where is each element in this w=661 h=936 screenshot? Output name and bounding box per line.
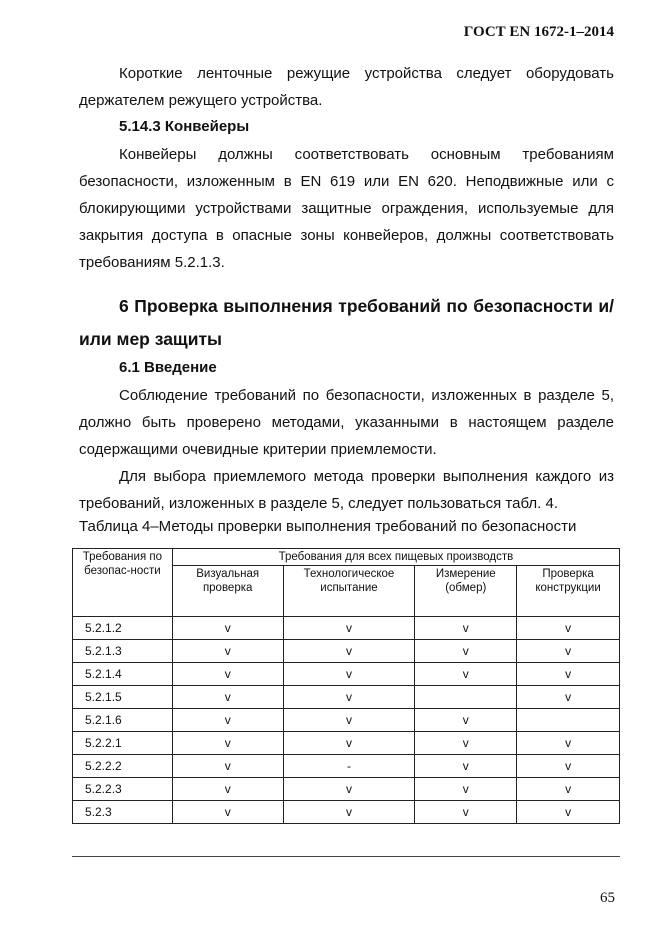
row-requirement-id: 5.2.2.3 (73, 778, 173, 801)
cell-visual: v (172, 778, 283, 801)
cell-technological-test: v (283, 709, 415, 732)
subsection-heading-5-14-3: 5.14.3 Конвейеры (119, 118, 250, 135)
cell-technological-test: v (283, 686, 415, 709)
cell-measurement: v (415, 778, 517, 801)
cell-measurement: v (415, 801, 517, 824)
cell-visual: v (172, 640, 283, 663)
table-row (73, 755, 620, 778)
table-caption: Таблица 4–Методы проверки выполнения требований по безопасности (79, 518, 577, 535)
cell-measurement (415, 686, 517, 709)
verification-methods-table (72, 548, 620, 824)
row-requirement-id: 5.2.1.4 (73, 663, 173, 686)
column-header-measurement: Измерение (обмер) (415, 566, 517, 617)
subsection-heading-6-1: 6.1 Введение (119, 359, 217, 376)
cell-visual: v (172, 755, 283, 778)
cell-construction-check: v (517, 640, 620, 663)
cell-technological-test: v (283, 778, 415, 801)
cell-visual: v (172, 663, 283, 686)
cell-measurement: v (415, 732, 517, 755)
cell-technological-test: v (283, 663, 415, 686)
column-header-technological-test: Технологическое испытание (283, 566, 415, 617)
cell-measurement: v (415, 755, 517, 778)
row-requirement-id: 5.2.1.5 (73, 686, 173, 709)
cell-technological-test: v (283, 801, 415, 824)
footer-divider (72, 856, 620, 857)
cell-measurement: v (415, 663, 517, 686)
column-header-construction-check: Проверка конструкции (517, 566, 620, 617)
cell-construction-check: v (517, 732, 620, 755)
row-requirement-id: 5.2.1.2 (73, 617, 173, 640)
cell-construction-check: v (517, 617, 620, 640)
table-row (73, 617, 620, 640)
table-row (73, 732, 620, 755)
cell-visual: v (172, 617, 283, 640)
cell-measurement: v (415, 640, 517, 663)
table-row (73, 640, 620, 663)
row-requirement-id: 5.2.1.3 (73, 640, 173, 663)
cell-construction-check: v (517, 686, 620, 709)
cell-visual: v (172, 686, 283, 709)
cell-technological-test: v (283, 617, 415, 640)
paragraph-short-band-cutters: Короткие ленточные режущие устройства следует оборудовать держателем режущего устройства. (79, 65, 614, 109)
cell-construction-check: v (517, 801, 620, 824)
cell-technological-test: - (283, 755, 415, 778)
table-row (73, 663, 620, 686)
cell-construction-check: v (517, 663, 620, 686)
cell-construction-check: v (517, 755, 620, 778)
table-row (73, 709, 620, 732)
cell-measurement: v (415, 617, 517, 640)
table-corner-header: Требования по безопас-ности (73, 549, 173, 617)
cell-measurement: v (415, 709, 517, 732)
cell-construction-check: v (517, 778, 620, 801)
row-requirement-id: 5.2.1.6 (73, 709, 173, 732)
cell-visual: v (172, 732, 283, 755)
column-header-visual: Визуальная проверка (172, 566, 283, 617)
paragraph-conveyors: Конвейеры должны соответствовать основным требованиям безопасности, изложенным в EN 619 или EN 620. Неподвижные или с блокирующими устройствами защитные ограждения, используемые для закрытия доступа в опасные зоны конвейеров, должны соответствовать требованиям 5.2.1.3. (79, 146, 614, 271)
cell-technological-test: v (283, 640, 415, 663)
page-number: 65 (600, 890, 615, 906)
table-row (73, 686, 620, 709)
row-requirement-id: 5.2.3 (73, 801, 173, 824)
row-requirement-id: 5.2.2.2 (73, 755, 173, 778)
document-header: ГОСТ EN 1672-1–2014 (463, 24, 614, 40)
section-heading-6: 6 Проверка выполнения требований по безопасности и/или мер защиты (79, 296, 614, 349)
cell-construction-check (517, 709, 620, 732)
table-row (73, 801, 620, 824)
table-group-header: Требования для всех пищевых производств (172, 549, 619, 566)
table-row (73, 778, 620, 801)
paragraph-compliance: Соблюдение требований по безопасности, изложенных в разделе 5, должно быть проверено методами, указанными в настоящем разделе содержащими очевидные критерии приемлемости. (79, 387, 614, 458)
cell-visual: v (172, 801, 283, 824)
cell-visual: v (172, 709, 283, 732)
paragraph-method-selection: Для выбора приемлемого метода проверки выполнения каждого из требований, изложенных в разделе 5, следует пользоваться табл. 4. (79, 468, 614, 512)
cell-technological-test: v (283, 732, 415, 755)
row-requirement-id: 5.2.2.1 (73, 732, 173, 755)
